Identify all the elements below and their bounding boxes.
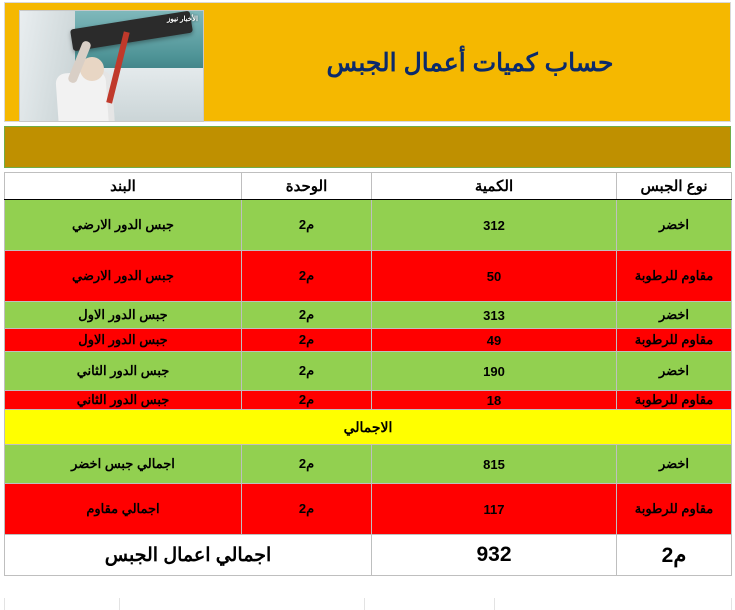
- grand-total-row: [5, 535, 732, 576]
- table-row: [5, 329, 732, 352]
- cell-item: جبس الدور الاول: [5, 329, 242, 352]
- total-row: [5, 445, 732, 484]
- subtotal-label: الاجمالي: [5, 410, 732, 445]
- cell-type: اخضر: [617, 302, 732, 329]
- cell-unit: م2: [242, 352, 372, 391]
- photo-watermark: الأخبار نيوز: [167, 16, 198, 23]
- table-row: [5, 302, 732, 329]
- cell-item: اجمالي مقاوم: [5, 484, 242, 535]
- total-row: [5, 484, 732, 535]
- sheet-gridlines: [0, 598, 735, 610]
- grand-total-label: اجمالي اعمال الجبس: [5, 535, 372, 576]
- cell-item: جبس الدور الارضي: [5, 200, 242, 251]
- cell-quantity: 190: [372, 352, 617, 391]
- cell-unit: م2: [242, 391, 372, 410]
- table-row: [5, 391, 732, 410]
- cell-unit: م2: [242, 329, 372, 352]
- cell-item: اجمالي جبس اخضر: [5, 445, 242, 484]
- header-type: نوع الجبس: [617, 173, 732, 200]
- cell-item: جبس الدور الثاني: [5, 391, 242, 410]
- cell-unit: م2: [242, 251, 372, 302]
- cell-type: اخضر: [617, 445, 732, 484]
- cell-quantity: 18: [372, 391, 617, 410]
- grand-total-unit: م2: [617, 535, 732, 576]
- cell-item: جبس الدور الاول: [5, 302, 242, 329]
- header-item: البند: [5, 173, 242, 200]
- gypsum-ceiling-photo: [19, 10, 204, 122]
- cell-item: جبس الدور الارضي: [5, 251, 242, 302]
- cell-quantity: 117: [372, 484, 617, 535]
- page-title: حساب كميات أعمال الجبس: [326, 49, 614, 77]
- cell-unit: م2: [242, 302, 372, 329]
- cell-type: اخضر: [617, 352, 732, 391]
- cell-quantity: 312: [372, 200, 617, 251]
- cell-quantity: 50: [372, 251, 617, 302]
- cell-item: جبس الدور الثاني: [5, 352, 242, 391]
- cell-quantity: 815: [372, 445, 617, 484]
- cell-type: مقاوم للرطوبة: [617, 251, 732, 302]
- cell-type: مقاوم للرطوبة: [617, 484, 732, 535]
- cell-type: مقاوم للرطوبة: [617, 391, 732, 410]
- cell-unit: م2: [242, 484, 372, 535]
- cell-quantity: 49: [372, 329, 617, 352]
- table-row: [5, 352, 732, 391]
- title-banner: [4, 2, 731, 122]
- cell-type: اخضر: [617, 200, 732, 251]
- quantities-table: [4, 172, 732, 576]
- subtotal-row: [5, 410, 732, 445]
- table-header-row: [5, 173, 732, 200]
- table-row: [5, 200, 732, 251]
- cell-quantity: 313: [372, 302, 617, 329]
- cell-unit: م2: [242, 445, 372, 484]
- header-quantity: الكمية: [372, 173, 617, 200]
- subtitle-band: [4, 126, 731, 168]
- table-row: [5, 251, 732, 302]
- cell-unit: م2: [242, 200, 372, 251]
- cell-type: مقاوم للرطوبة: [617, 329, 732, 352]
- grand-total-quantity: 932: [372, 535, 617, 576]
- header-unit: الوحدة: [242, 173, 372, 200]
